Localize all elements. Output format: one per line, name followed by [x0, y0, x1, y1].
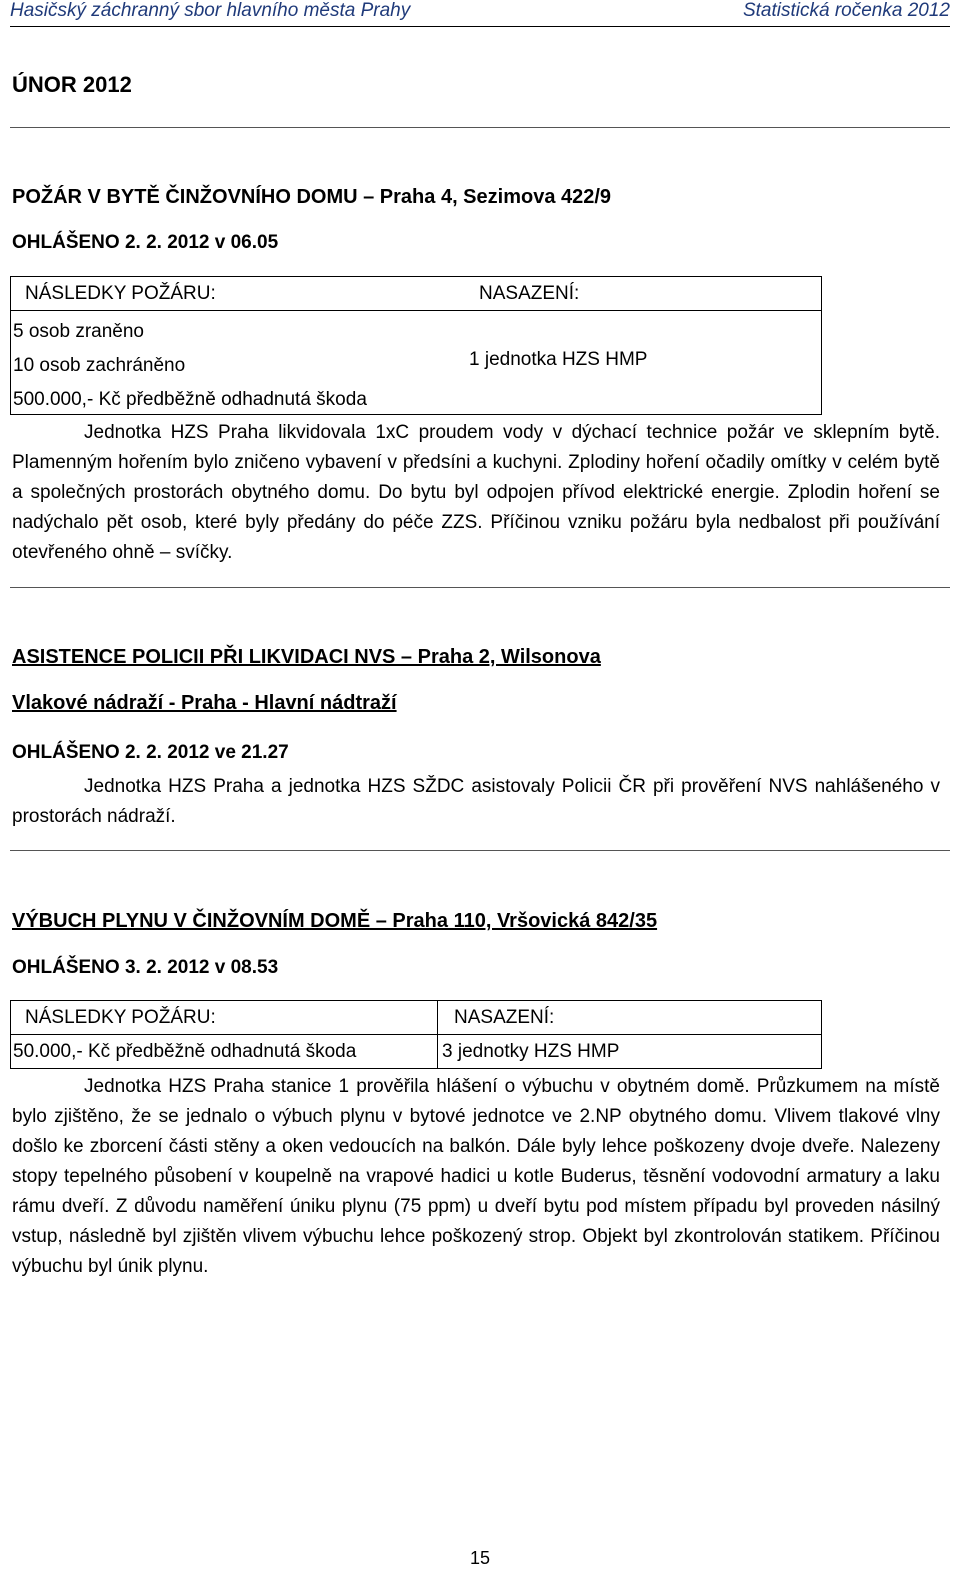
incident1-deployment-label: NASAZENÍ:: [451, 277, 822, 311]
incident1-reported: OHLÁŠENO 2. 2. 2012 v 06.05: [12, 232, 279, 253]
incident2-reported: OHLÁŠENO 2. 2. 2012 ve 21.27: [12, 742, 289, 763]
incident3-damage: 50.000,- Kč předběžně odhadnutá škoda: [11, 1035, 438, 1069]
incident3-deployment-label: NASAZENÍ:: [438, 1001, 822, 1035]
incident3-consequences-label: NÁSLEDKY POŽÁRU:: [11, 1001, 438, 1035]
incident1-damage: 500.000,- Kč předběžně odhadnutá škoda: [13, 389, 367, 410]
incident1-table: [10, 276, 822, 415]
incident1-details: [11, 311, 822, 415]
incident3-title: VÝBUCH PLYNU V ČINŽOVNÍM DOMĚ – Praha 110, Vršovická 842/35: [12, 910, 658, 932]
incident3-deployment: 3 jednotky HZS HMP: [438, 1035, 822, 1069]
incident2-description: Jednotka HZS Praha a jednotka HZS SŽDC asistovaly Policii ČR při prověření NVS nahlášeného v prostorách nádraží.: [12, 776, 940, 827]
section-divider: [10, 850, 950, 851]
header-organization: Hasičský záchranný sbor hlavního města Prahy: [10, 0, 411, 21]
incident2-title-line2: Vlakové nádraží - Praha - Hlavní nádtraží: [12, 692, 397, 714]
section-divider: [10, 587, 950, 588]
incident3-description: Jednotka HZS Praha stanice 1 prověřila hlášení o výbuchu v obytném domě. Průzkumem na místě bylo zjištěno, že se jednalo o výbuch plynu v bytové jednotce ve 2.NP obytného domu. Vlivem tlakové vlny došlo ke zborcení části stěny a oken vedoucích na balkón. Dále byly lehce poškozeny dvoje dveře. Nalezeny stopy tepelného působení v koupelně na vrapové hadici u kotle Buderus, těsnění vodovodní armatury a laku rámu dveří. Z důvodu naměření úniku plynu (75 ppm) u dveří bytu pod místem případu byl proveden násilný vstup, následně byl zjištěn vlivem výbuchu lehce poškozený strop. Objekt byl zkontrolován statikem. Příčinou výbuchu byl únik plynu.: [12, 1076, 940, 1277]
incident3-table: [10, 1000, 822, 1069]
incident1-description: Jednotka HZS Praha likvidovala 1xC proudem vody v dýchací technice požár ve sklepním bytě. Plamenným hořením bylo zničeno vybavení v předsíni a kuchyni. Zplodiny hoření očadily omítky v celém bytě a společných prostorách obytného domu. Do bytu byl odpojen přívod elektrické energie. Zplodin hoření se nadýchalo pět osob, které byly předány do péče ZZS. Příčinou vzniku požáru byla nedbalost při používání otevřeného ohně – svíčky.: [12, 422, 940, 563]
header-publication: Statistická ročenka 2012: [742, 0, 950, 21]
section-divider: [10, 127, 950, 128]
month-title: ÚNOR 2012: [12, 72, 132, 97]
page-number: 15: [469, 1548, 491, 1568]
page-header: [10, 0, 950, 27]
incident1-deployment: 1 jednotka HZS HMP: [469, 349, 648, 370]
incident2-title-line1: ASISTENCE POLICII PŘI LIKVIDACI NVS – Praha 2, Wilsonova: [12, 646, 601, 668]
incident1-injured: 5 osob zraněno: [13, 321, 144, 342]
incident1-title: POŽÁR V BYTĚ ČINŽOVNÍHO DOMU – Praha 4, Sezimova 422/9: [12, 186, 612, 208]
incident1-consequences-label: NÁSLEDKY POŽÁRU:: [11, 277, 452, 311]
incident3-reported: OHLÁŠENO 3. 2. 2012 v 08.53: [12, 957, 279, 978]
incident1-rescued: 10 osob zachráněno: [13, 355, 186, 376]
